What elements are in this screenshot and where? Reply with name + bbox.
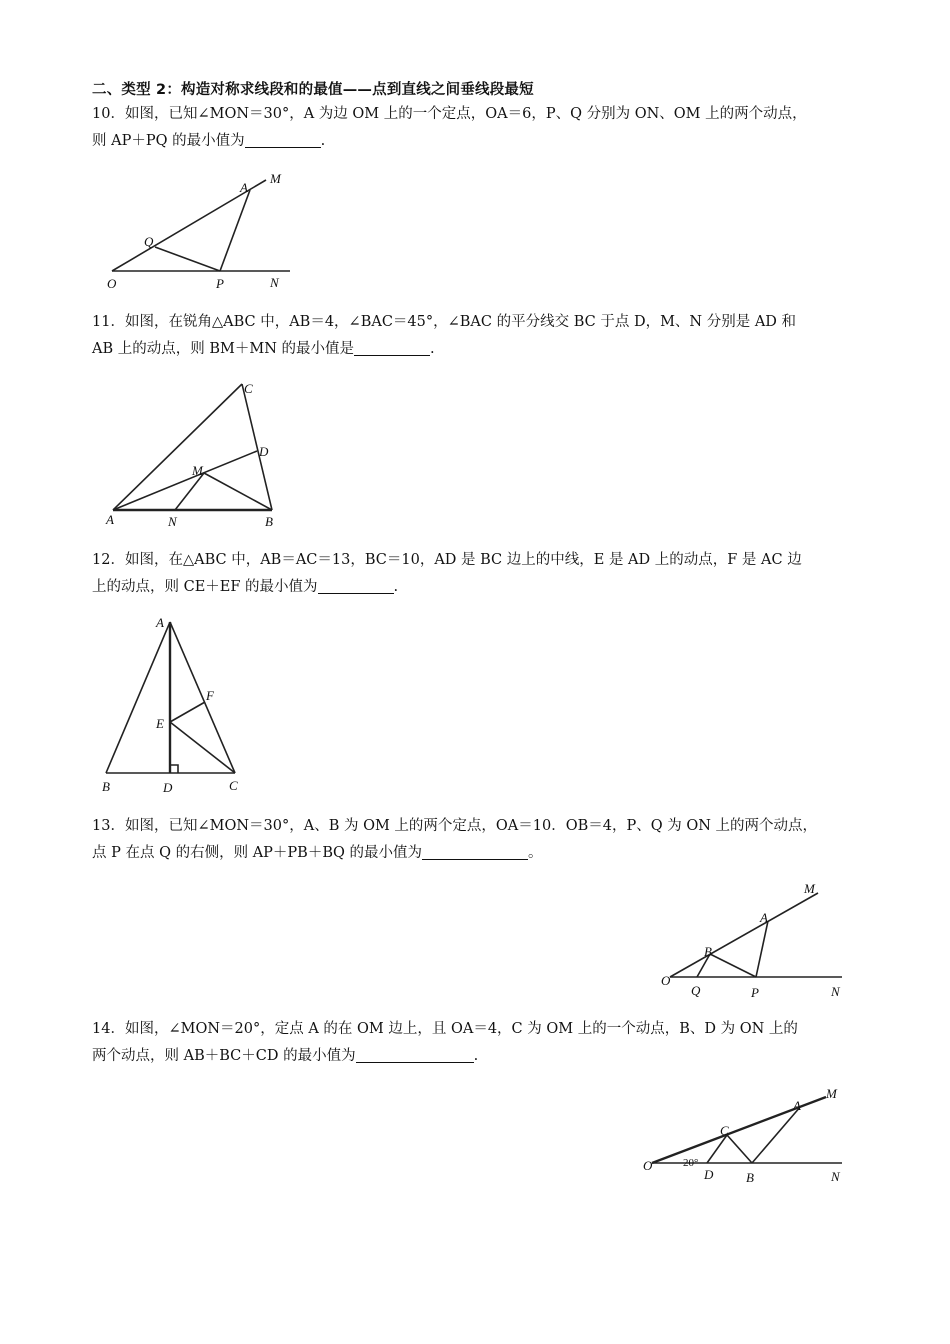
problem-12-line2: 上的动点，则 CE＋EF 的最小值为 . xyxy=(92,579,399,595)
problem-10-line2: 则 AP＋PQ 的最小值为 . xyxy=(92,133,326,149)
fig13-label-M: M xyxy=(804,881,815,896)
fig11-label-C: C xyxy=(244,381,253,396)
fig13-label-B: B xyxy=(704,944,712,959)
fig14-label-C: C xyxy=(720,1123,729,1138)
problem-11-line1: 11．如图，在锐角△ABC 中，AB＝4，∠BAC＝45°，∠BAC 的平分线交 BC 于点 D，M、N 分别是 AD 和 xyxy=(92,314,797,330)
fig12-label-A: A xyxy=(156,615,164,630)
fig14-label-M: M xyxy=(826,1086,837,1101)
fig13-label-O: O xyxy=(661,973,671,988)
fig10-label-P: P xyxy=(216,276,224,291)
fig14-label-A: A xyxy=(793,1098,801,1113)
problem-12-line1: 12．如图，在△ABC 中，AB＝AC＝13，BC＝10，AD 是 BC 边上的中线，E 是 AD 上的动点，F 是 AC 边 xyxy=(92,552,802,568)
fig13-label-Q: Q xyxy=(691,983,701,998)
problem-10-line1: 10．如图，已知∠MON＝30°，A 为边 OM 上的一个定点，OA＝6，P、Q 分别为 ON、OM 上的两个动点， xyxy=(92,106,807,122)
section-heading: 二、类型 2：构造对称求线段和的最值——点到直线之间垂线段最短 xyxy=(92,82,534,98)
fig12-label-C: C xyxy=(229,778,238,793)
fig12-label-E: E xyxy=(156,716,164,731)
fig14-label-O: O xyxy=(643,1158,653,1173)
fig11-label-D: D xyxy=(259,444,269,459)
fig11-label-N: N xyxy=(168,514,177,529)
problem-14-line2: 两个动点，则 AB＋BC＋CD 的最小值为 . xyxy=(92,1048,479,1064)
fig12-label-D: D xyxy=(163,780,173,795)
problem-13-line1: 13．如图，已知∠MON＝30°，A、B 为 OM 上的两个定点，OA＝10．OB＝4，P、Q 为 ON 上的两个动点， xyxy=(92,818,818,834)
fig11-label-M: M xyxy=(192,463,203,478)
problem-14-line1: 14．如图，∠MON＝20°，定点 A 的在 OM 边上，且 OA＝4，C 为 OM 上的一个动点，B、D 为 ON 上的 xyxy=(92,1021,798,1037)
problem-13-line2: 点 P 在点 Q 的右侧，则 AP＋PB＋BQ 的最小值为 。 xyxy=(92,845,543,861)
fig11-label-B: B xyxy=(265,514,273,529)
fig14-angle-label: 20° xyxy=(683,1157,699,1169)
fig13-label-N: N xyxy=(831,984,840,999)
fig12-label-B: B xyxy=(102,779,110,794)
fig10-label-N: N xyxy=(270,275,279,290)
fig12-label-F: F xyxy=(206,688,214,703)
fig14-label-B: B xyxy=(746,1170,754,1185)
fig10-label-A: A xyxy=(240,180,248,195)
fig13-label-A: A xyxy=(760,910,768,925)
fig13-label-P: P xyxy=(751,985,759,1000)
problem-11-line2: AB 上的动点，则 BM＋MN 的最小值是 . xyxy=(92,341,435,357)
fig10-label-O: O xyxy=(107,276,117,291)
fig10-label-Q: Q xyxy=(144,234,154,249)
fig14-label-N: N xyxy=(831,1169,840,1184)
fig14-label-D: D xyxy=(704,1167,714,1182)
fig10-label-M: M xyxy=(270,171,281,186)
fig11-label-A: A xyxy=(106,512,114,527)
